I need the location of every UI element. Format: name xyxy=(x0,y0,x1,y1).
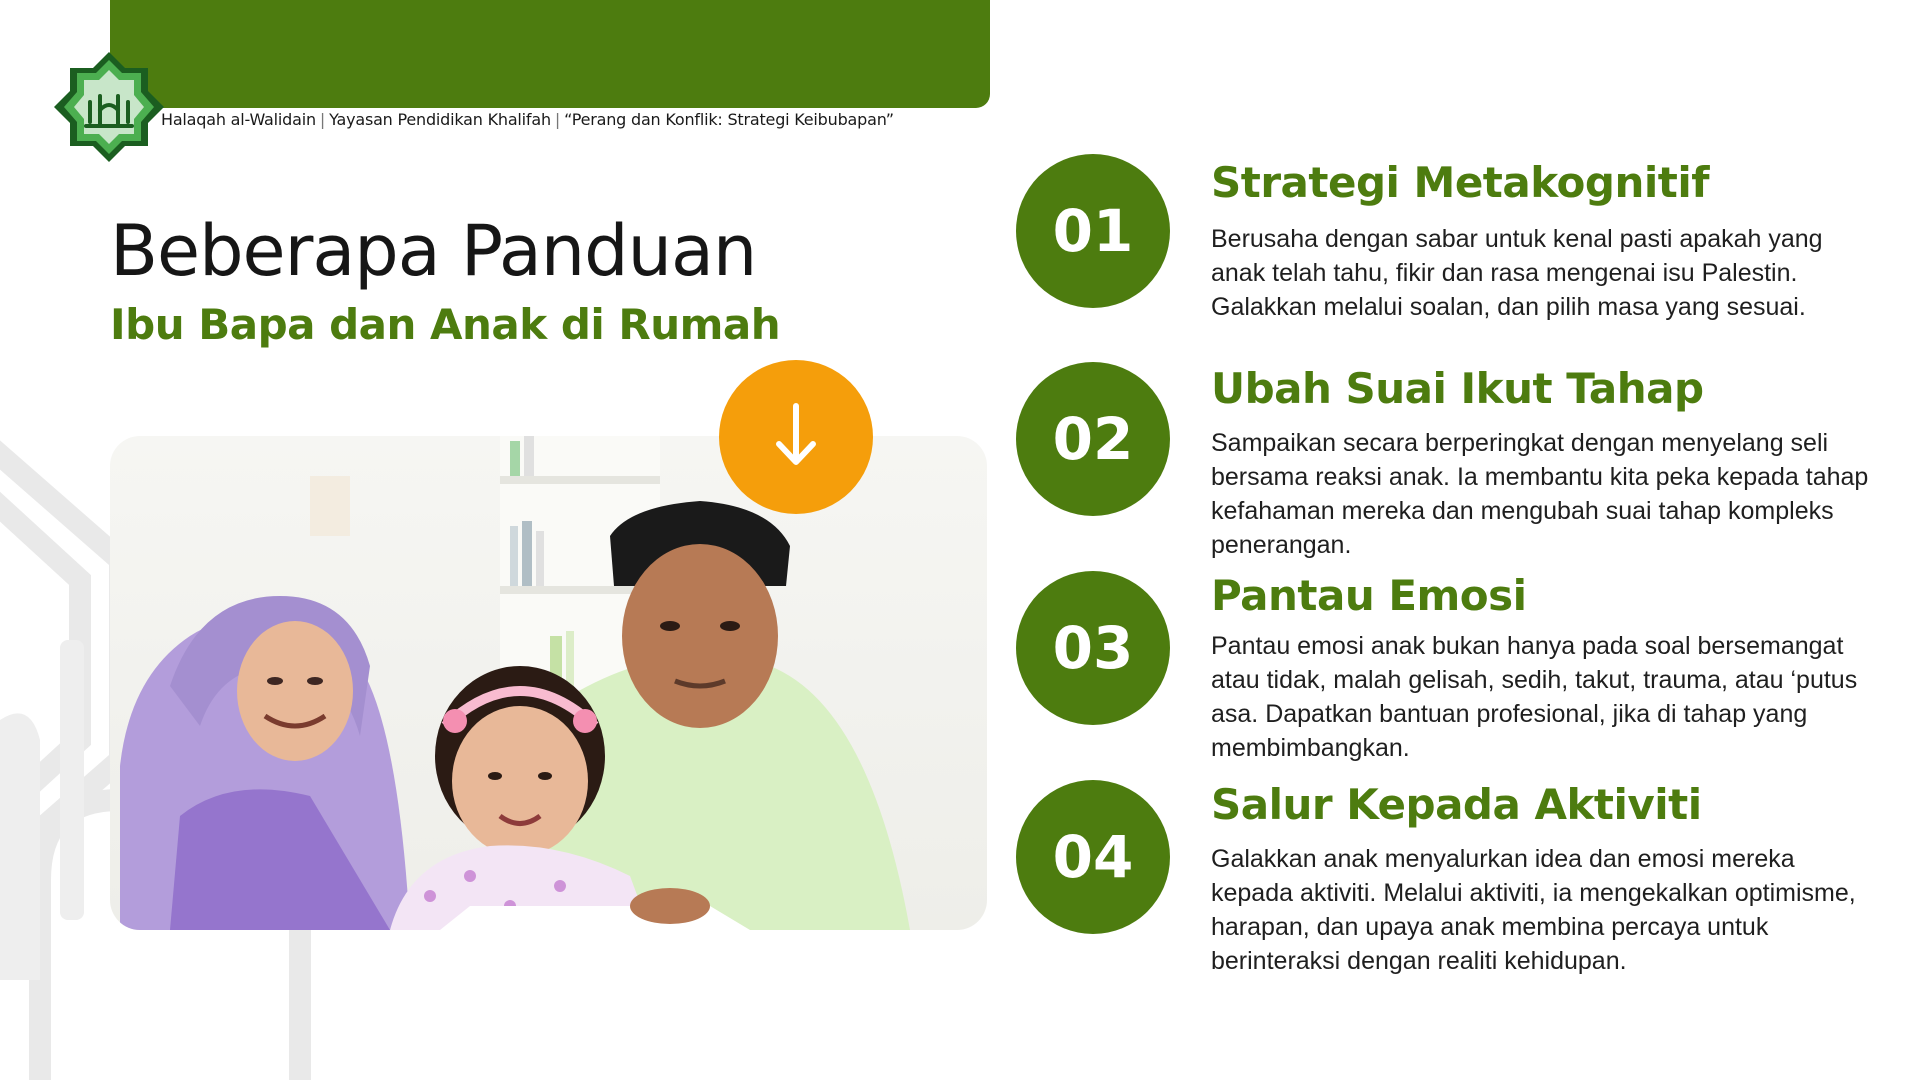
page-subtitle: Ibu Bapa dan Anak di Rumah xyxy=(110,300,781,349)
header-text xyxy=(161,110,894,129)
header-separator: | xyxy=(319,110,326,129)
item-number-badge: 01 xyxy=(1016,154,1170,308)
item-number-badge: 02 xyxy=(1016,362,1170,516)
arrow-down-icon xyxy=(771,400,821,474)
item-description: Sampaikan secara berperingkat dengan menyelang seli bersama reaksi anak. Ia membantu kita peka kepada tahap kefahaman mereka dan mengubah suai tahap kompleks penerangan. xyxy=(1211,429,1869,559)
scroll-down-button[interactable] xyxy=(719,360,873,514)
item-number-badge: 04 xyxy=(1016,780,1170,934)
item-title: Ubah Suai Ikut Tahap xyxy=(1211,364,1704,413)
item-description: Galakkan anak menyalurkan idea dan emosi mereka kepada aktiviti. Melalui aktiviti, ia mengekalkan optimisme, harapan, dan upaya anak membina percaya untuk berinteraksi dengan realiti kehidupan. xyxy=(1211,845,1856,975)
item-title: Salur Kepada Aktiviti xyxy=(1211,780,1702,829)
logo-icon xyxy=(54,52,164,162)
item-description: Pantau emosi anak bukan hanya pada soal bersemangat atau tidak, malah gelisah, sedih, takut, trauma, atau ‘putus asa. Dapatkan bantuan profesional, jika di tahap yang membimbangkan. xyxy=(1211,632,1858,762)
item-title: Strategi Metakognitif xyxy=(1211,158,1709,207)
header-org: Halaqah al-Walidain xyxy=(161,110,316,129)
header-topic: “Perang dan Konflik: Strategi Keibubapan” xyxy=(564,110,894,129)
header-separator: | xyxy=(554,110,561,129)
item-description: Berusaha dengan sabar untuk kenal pasti apakah yang anak telah tahu, fikir dan rasa mengenai isu Palestin. Galakkan melalui soalan, dan pilih masa yang sesuai. xyxy=(1211,225,1823,321)
top-green-bar xyxy=(110,0,990,108)
item-title: Pantau Emosi xyxy=(1211,571,1527,620)
item-number-badge: 03 xyxy=(1016,571,1170,725)
family-photo xyxy=(110,436,987,930)
header-foundation: Yayasan Pendidikan Khalifah xyxy=(329,110,551,129)
page-title: Beberapa Panduan xyxy=(110,210,757,292)
